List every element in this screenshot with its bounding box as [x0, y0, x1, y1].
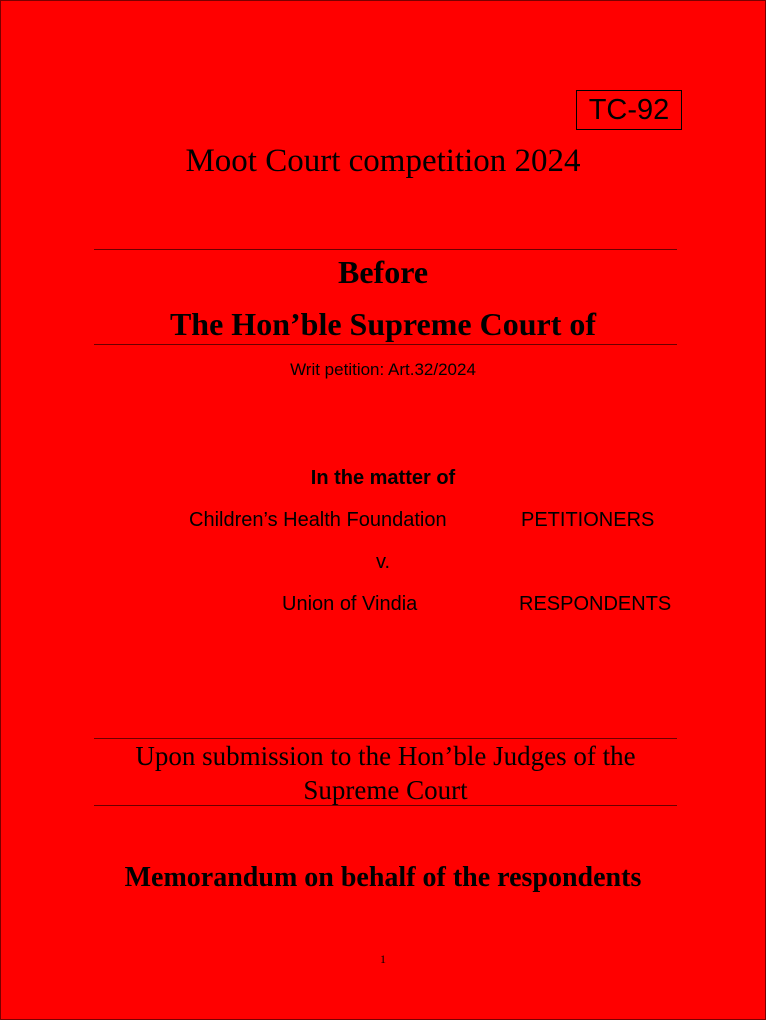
submission-text: Upon submission to the Hon’ble Judges of the Supreme Court	[135, 741, 636, 805]
team-code-box: TC-92	[576, 90, 682, 130]
before-heading: Before	[337, 254, 429, 290]
competition-title-text: Moot Court competition 2024	[185, 143, 581, 179]
petitioner-role: PETITIONERS	[521, 509, 655, 531]
court-heading: The Hon’ble Supreme Court of	[169, 306, 597, 342]
respondent-role: RESPONDENTS	[519, 593, 672, 615]
petitioner-name: Children’s Health Foundation	[189, 509, 447, 531]
page-number: 1	[380, 952, 386, 966]
memorandum-heading: Memorandum on behalf of the respondents	[124, 862, 642, 893]
submission-bottom-rule	[94, 805, 677, 806]
court-rule	[94, 344, 677, 345]
respondent-name: Union of Vindia	[282, 593, 418, 615]
matter-heading: In the matter of	[310, 467, 456, 489]
top-rule	[94, 249, 677, 250]
competition-title	[1, 143, 765, 180]
versus-label: v.	[375, 551, 391, 573]
writ-petition-line: Writ petition: Art.32/2024	[290, 360, 476, 379]
